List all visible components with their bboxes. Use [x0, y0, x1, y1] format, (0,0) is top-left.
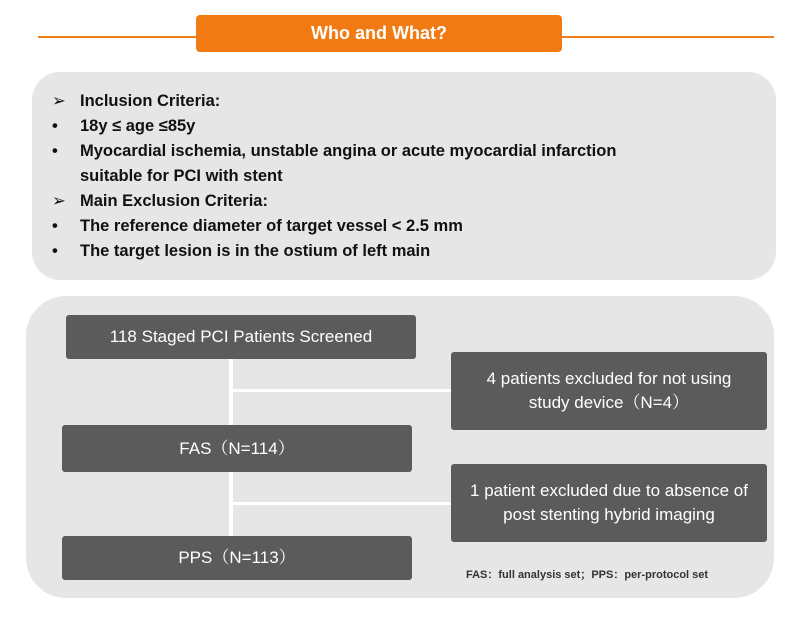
connector-horizontal-2 — [229, 502, 451, 505]
header-rule-left — [38, 36, 198, 38]
criteria-text: The reference diameter of target vessel < 2.5 mm — [80, 217, 463, 235]
footnote: FAS：full analysis set；PPS：per-protocol set — [466, 569, 709, 581]
dot-bullet-icon: • — [52, 242, 58, 260]
criteria-text: 18y ≤ age ≤85y — [80, 117, 196, 135]
page-title: Who and What? — [196, 15, 562, 52]
arrow-bullet-icon: ➢ — [52, 92, 66, 110]
exclusion-box-1: 4 patients excluded for not using study device（N=4） — [451, 352, 767, 430]
screened-box: 118 Staged PCI Patients Screened — [66, 315, 416, 359]
pps-box: PPS（N=113） — [62, 536, 412, 580]
exclusion-box-2: 1 patient excluded due to absence of post stenting hybrid imaging — [451, 464, 767, 542]
connector-vertical-1 — [229, 358, 233, 426]
criteria-text: Main Exclusion Criteria: — [80, 192, 268, 210]
criteria-text: The target lesion is in the ostium of left main — [80, 242, 431, 260]
arrow-bullet-icon: ➢ — [52, 192, 66, 210]
header-rule-right — [562, 36, 774, 38]
criteria-text: suitable for PCI with stent — [80, 167, 283, 185]
criteria-panel — [32, 72, 776, 280]
dot-bullet-icon: • — [52, 142, 58, 160]
fas-box: FAS（N=114） — [62, 425, 412, 472]
criteria-text: Inclusion Criteria: — [80, 92, 221, 110]
criteria-text: Myocardial ischemia, unstable angina or acute myocardial infarction — [80, 142, 617, 160]
dot-bullet-icon: • — [52, 217, 58, 235]
connector-horizontal-1 — [229, 389, 451, 392]
dot-bullet-icon: • — [52, 117, 58, 135]
